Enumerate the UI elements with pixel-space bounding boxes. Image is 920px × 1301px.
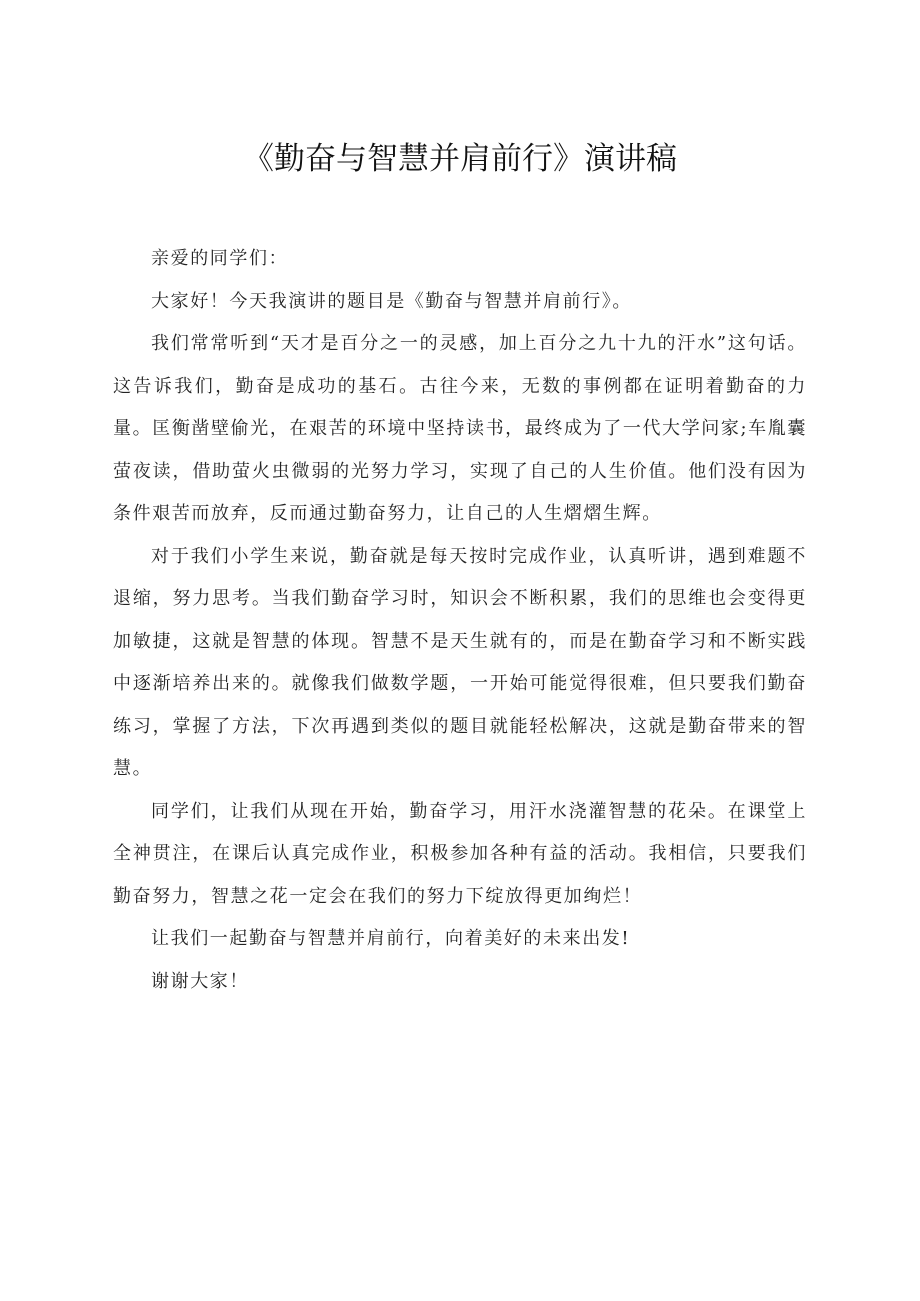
paragraph-diligence-examples: 我们常常听到“天才是百分之一的灵感，加上百分之九十九的汗水”这句话。这告诉我们，勤奋是成功的基石。古往今来，无数的事例都在证明着勤奋的力量。匡衡凿壁偷光，在艰苦的环境中坚持读书，最终成为了一代大学问家;车胤囊萤夜读，借助萤火虫微弱的光努力学习，实现了自己的人生价值。他们没有因为条件艰苦而放弃，反而通过勤奋努力，让自己的人生熠熠生辉。 [113,333,807,524]
paragraph-call-to-action: 同学们，让我们从现在开始，勤奋学习，用汗水浇灌智慧的花朵。在课堂上全神贯注，在课后认真完成作业，积极参加各种有益的活动。我相信，只要我们勤奋努力，智慧之花一定会在我们的努力下绽放得更加绚烂！ [113,800,807,907]
paragraph-thanks: 谢谢大家！ [151,970,249,992]
document-body [113,238,807,1003]
paragraph-closing: 让我们一起勤奋与智慧并肩前行，向着美好的未来出发! [151,928,631,949]
paragraph-students: 对于我们小学生来说，勤奋就是每天按时完成作业，认真听讲，遇到难题不退缩，努力思考。当我们勤奋学习时，知识会不断积累，我们的思维也会变得更加敏捷，这就是智慧的体现。智慧不是天生就有的，而是在勤奋学习和不断实践中逐渐培养出来的。就像我们做数学题，一开始可能觉得很难，但只要我们勤奋练习，掌握了方法，下次再遇到类似的题目就能轻松解决，这就是勤奋带来的智慧。 [113,545,807,779]
paragraph-greeting: 亲爱的同学们： [151,248,289,269]
paragraph-opening: 大家好！今天我演讲的题目是《勤奋与智慧并肩前行》。 [151,290,632,312]
document-title: 《勤奋与智慧并肩前行》演讲稿 [243,141,677,177]
